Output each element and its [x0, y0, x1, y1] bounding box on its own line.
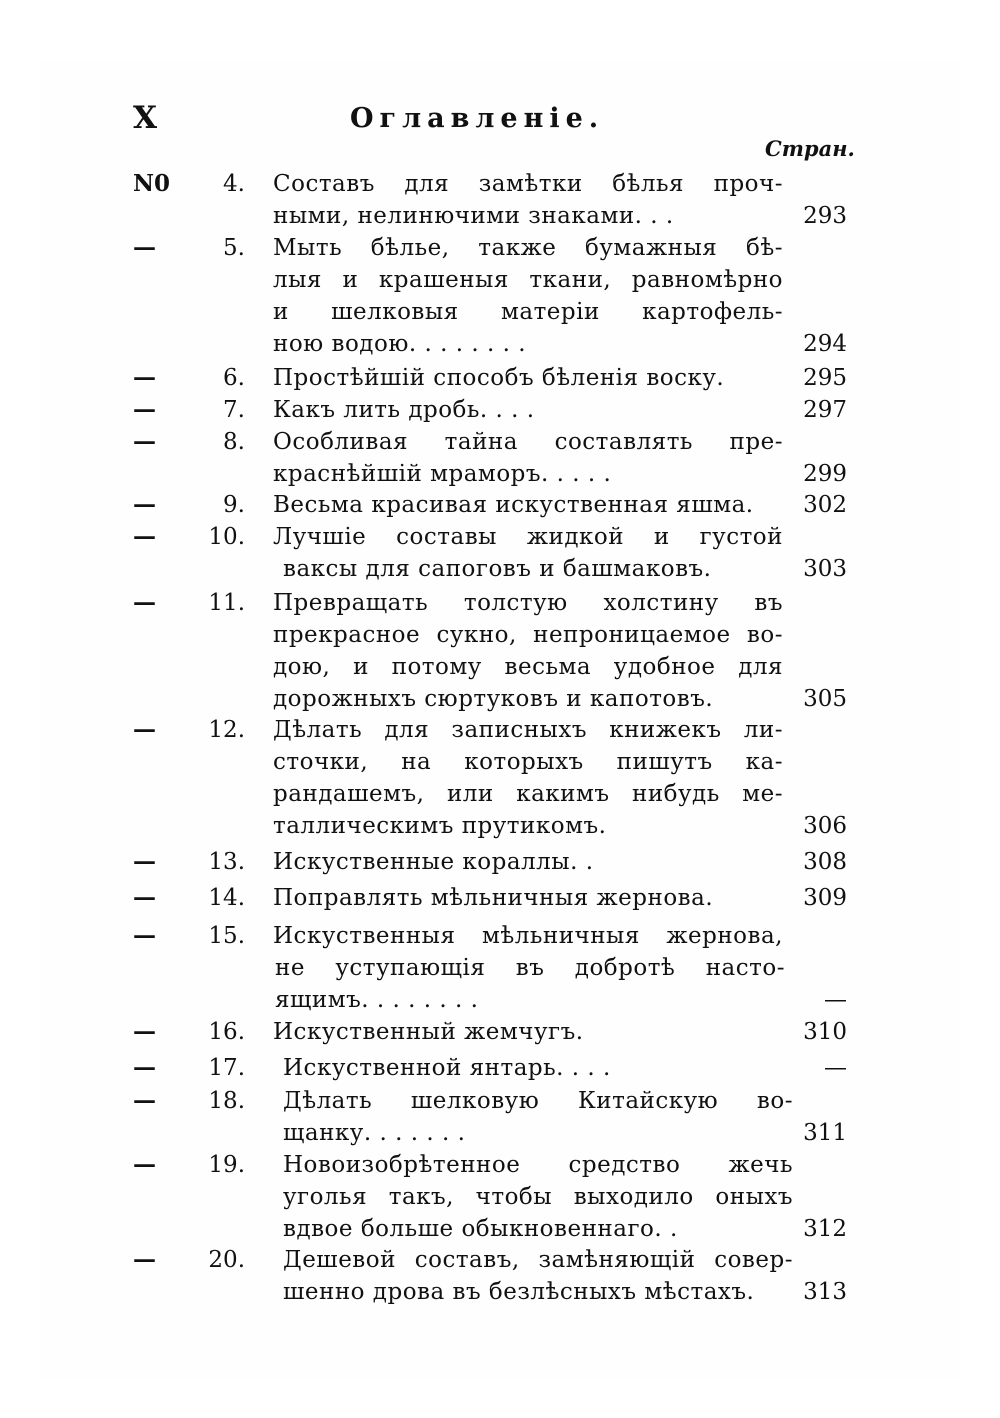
entry-text-line: Дѣлать для записныхъ книжекъ ли- [273, 717, 783, 743]
entry-text-line: Составъ для замѣтки бѣлья проч- [273, 171, 783, 197]
entry-text-line: прекрасное сукно, непроницаемое во- [273, 622, 783, 648]
entry-text-line: ваксы для сапоговъ и башмаковъ. [283, 556, 712, 582]
entry-mark: — [133, 589, 156, 616]
entry-text-line: дорожныхъ сюртуковъ и капотовъ. [273, 686, 714, 712]
entry-mark: — [133, 428, 156, 455]
entry-mark: — [133, 1151, 156, 1178]
entry-mark: — [133, 364, 156, 391]
entry-mark: — [133, 848, 156, 875]
entry-page-number: 308 [803, 849, 847, 875]
entry-text-line: Лучшiе составы жидкой и густой [273, 524, 783, 550]
entry-number: 15. [208, 923, 245, 949]
entry-page-number: — [824, 1055, 847, 1081]
entry-mark: N0 [133, 170, 171, 197]
entry-page-number: 294 [803, 331, 847, 357]
page-folio: X [133, 100, 159, 136]
entry-text-line: не уступающiя въ добротѣ насто- [275, 955, 785, 981]
entry-text-line: дою, и потому весьма удобное для [273, 654, 783, 680]
entry-text-line: Поправлять мѣльничныя жернова. [273, 885, 714, 911]
page-column-label: Стран. [765, 136, 855, 161]
entry-text-line: уголья такъ, чтобы выходило оныхъ [283, 1184, 793, 1210]
entry-text-line: Превращать толстую холстину въ [273, 590, 783, 616]
entry-text-line: ными, нелинючими знаками. . . [273, 203, 674, 229]
entry-text-line: Особливая тайна составлять пре- [273, 429, 783, 455]
entry-text-line: Новоизобрѣтенное средство жечь [283, 1152, 793, 1178]
entry-text-line: вдвое больше обыкновеннаго. . [283, 1216, 678, 1242]
entry-text-line: Дешевой составъ, замѣняющiй совер- [283, 1247, 793, 1273]
entry-text-line: таллическимъ прутикомъ. [273, 813, 607, 839]
entry-page-number: 302 [803, 492, 847, 518]
entry-number: 9. [223, 492, 245, 518]
entry-page-number: 313 [803, 1279, 847, 1305]
entry-mark: — [133, 922, 156, 949]
entry-number: 17. [208, 1055, 245, 1081]
entry-text-line: Искуственной янтарь. . . . [283, 1055, 611, 1081]
entry-page-number: 297 [803, 397, 847, 423]
entry-text-line: Искуственныя мѣльничныя жернова, [273, 923, 783, 949]
entry-text-line: лыя и крашеныя ткани, равномѣрно [273, 267, 783, 293]
entry-text-line: Какъ лить дробь. . . . [273, 397, 535, 423]
entry-number: 11. [208, 590, 245, 616]
entry-text-line: Дѣлать шелковую Китайскую во- [283, 1088, 793, 1114]
entry-number: 13. [208, 849, 245, 875]
entry-text-line: Мыть бѣлье, также бумажныя бѣ- [273, 235, 783, 261]
entry-number: 5. [223, 235, 245, 261]
entry-mark: — [133, 1087, 156, 1114]
entry-text-line: ящимъ. . . . . . . . [275, 987, 479, 1013]
entry-text-line: краснѣйшiй мраморъ. . . . . [273, 461, 612, 487]
entry-text-line: Искуственные кораллы. . [273, 849, 594, 875]
entry-page-number: 311 [803, 1120, 847, 1146]
entry-page-number: 303 [803, 556, 847, 582]
entry-page-number: 293 [803, 203, 847, 229]
entry-mark: — [133, 716, 156, 743]
entry-number: 16. [208, 1019, 245, 1045]
entry-text-line: Искуственный жемчугъ. [273, 1019, 584, 1045]
entry-number: 14. [208, 885, 245, 911]
entry-number: 7. [223, 397, 245, 423]
entry-page-number: 312 [803, 1216, 847, 1242]
entry-page-number: — [824, 987, 847, 1013]
entry-page-number: 295 [803, 365, 847, 391]
entry-page-number: 305 [803, 686, 847, 712]
entry-text-line: щанку. . . . . . . [283, 1120, 466, 1146]
entry-number: 12. [208, 717, 245, 743]
entry-mark: — [133, 491, 156, 518]
entry-number: 6. [223, 365, 245, 391]
entry-mark: — [133, 234, 156, 261]
entry-number: 19. [208, 1152, 245, 1178]
entry-number: 10. [208, 524, 245, 550]
entry-page-number: 306 [803, 813, 847, 839]
entry-page-number: 309 [803, 885, 847, 911]
entry-number: 20. [208, 1247, 245, 1273]
entry-mark: — [133, 523, 156, 550]
entry-text-line: и шелковыя матерiи картофель- [273, 299, 783, 325]
page-title: Оглавленiе. [350, 103, 605, 134]
entry-number: 4. [223, 171, 245, 197]
entry-text-line: сточки, на которыхъ пишутъ ка- [273, 749, 783, 775]
entry-number: 18. [208, 1088, 245, 1114]
entry-mark: — [133, 1018, 156, 1045]
entry-text-line: Весьма красивая искуственная яшма. [273, 492, 754, 518]
entry-mark: — [133, 1054, 156, 1081]
entry-mark: — [133, 1246, 156, 1273]
entry-text-line: Простѣйшiй способъ бѣленiя воску. [273, 365, 725, 391]
entry-text-line: ною водою. . . . . . . . [273, 331, 527, 357]
entry-text-line: рандашемъ, или какимъ нибудь ме- [273, 781, 783, 807]
entry-page-number: 299 [803, 461, 847, 487]
entry-page-number: 310 [803, 1019, 847, 1045]
entry-mark: — [133, 396, 156, 423]
entry-mark: — [133, 884, 156, 911]
entry-number: 8. [223, 429, 245, 455]
entry-text-line: шенно дрова въ безлѣсныхъ мѣстахъ. [283, 1279, 755, 1305]
